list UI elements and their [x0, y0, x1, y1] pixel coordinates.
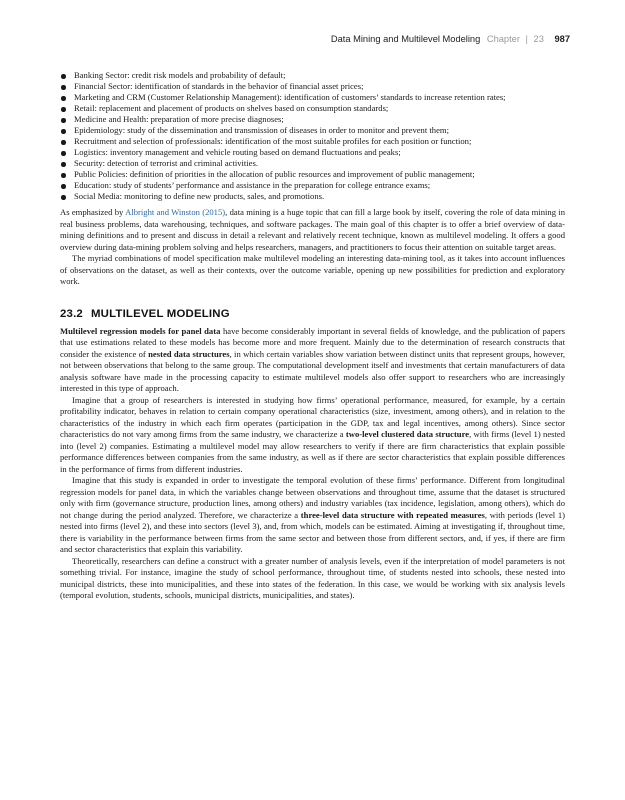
section-heading — [60, 308, 565, 320]
list-item: Security: detection of terrorist and criminal activities. — [60, 158, 565, 169]
intro-paragraph-1: As emphasized by Albright and Winston (2015), data mining is a huge topic that can fill a large book by itself, covering the role of data mining in real business problems, data warehousing, techniques, and software packages. The main goal of this chapter is to offer a brief overview of data-mining definitions and to present and discuss in detail a relevant and relatively recent technique, known as multilevel modeling. It offers a good overview during data-mining problem solving and helps researchers, managers, and practitioners to focus their attention on suitable target areas. — [60, 207, 565, 252]
list-item: Logistics: inventory management and vehicle routing based on demand fluctuations and peaks; — [60, 147, 565, 158]
header-separator: | — [525, 34, 528, 44]
bullet-icon — [61, 162, 66, 167]
running-title: Data Mining and Multilevel Modeling — [330, 34, 481, 44]
list-item: Medicine and Health: preparation of more precise diagnoses; — [60, 114, 565, 125]
bullet-icon — [61, 195, 66, 200]
list-item: Banking Sector: credit risk models and probability of default; — [60, 70, 565, 81]
list-item: Public Policies: definition of priorities in the allocation of public resources and improvement of public management; — [60, 169, 565, 180]
list-item: Education: study of students’ performance and assistance in the preparation for college entrance exams; — [60, 180, 565, 191]
bullet-icon — [61, 107, 66, 112]
running-header — [331, 34, 570, 44]
bullet-icon — [61, 173, 66, 178]
intro-paragraph-2: The myriad combinations of model specification make multilevel modeling an interesting data-mining tool, as it takes into account influences of observations on the dataset, as well as their contexts, over the outcome variable, opening up new possibilities for prediction and exploratory work. — [60, 253, 565, 286]
citation-link[interactable]: Albright and Winston (2015) — [125, 207, 226, 217]
list-item: Retail: replacement and placement of products on shelves based on consumption standards; — [60, 103, 565, 114]
list-item: Epidemiology: study of the dissemination and transmission of diseases in order to monitor and prevent them; — [60, 125, 565, 136]
bullet-icon — [61, 140, 66, 145]
bullet-icon — [61, 184, 66, 189]
bullet-list — [60, 70, 565, 202]
bullet-icon — [61, 96, 66, 101]
section-paragraph-2: Imagine that a group of researchers is interested in studying how firms’ operational performance, measured, for example, by a certain profitability indicator, behaves in relation to certain company operational characteristics (size, investment, among others), and in relation to the characteristics of the industry in which each firm operates (participation in the GDP, tax and legal incentives, among others). Since sector characteristics do not vary among firms from the same industry, we characterize a two-level clustered data structure, with firms (level 1) nested into (level 2) companies. Estimating a multilevel model may allow researchers to verify if there are firm characteristics that explain possible performance differences between companies from the same industry, as well as if there are sector characteristics that explain possible differences in the performance of firms from different industries. — [60, 394, 565, 474]
chapter-label: Chapter — [486, 34, 520, 44]
bullet-icon — [61, 151, 66, 156]
bullet-icon — [61, 74, 66, 79]
section-paragraph-3: Imagine that this study is expanded in order to investigate the temporal evolution of these firms’ performance. Different from longitudinal regression models for panel data, in which the variables change between observations and throughout time, assume that the dataset is structured only with firm (governance structure, production lines, among others) and industry variables (tax incidence, legislation, among others), which do not change during the period analyzed. Therefore, we characterize a three-level data structure with repeated measures, with periods (level 1) nested into firms (level 2), and these into sectors (level 3), and, from which, models can be estimated. Aiming at investigating if, throughout time, there is variability in the performance between firms from the same sector and between those from different sectors, and, if yes, if there are firm and sector characteristics that explain this variability. — [60, 475, 566, 554]
list-item: Social Media: monitoring to define new products, sales, and promotions. — [60, 191, 565, 202]
section-title: MULTILEVEL MODELING — [90, 307, 230, 320]
list-item: Recruitment and selection of professionals: identification of the most suitable profiles for each position or function; — [60, 136, 565, 147]
page-body — [60, 70, 565, 602]
bullet-icon — [61, 118, 66, 123]
list-item: Marketing and CRM (Customer Relationship Management): identification of customers’ standards to increase retention rates; — [60, 92, 565, 103]
section-number: 23.2 — [60, 307, 83, 320]
bullet-icon — [61, 129, 66, 134]
list-item: Financial Sector: identification of standards in the behavior of financial asset prices; — [60, 81, 565, 92]
section-paragraph-4: Theoretically, researchers can define a construct with a greater number of analysis levels, even if the interpretation of model parameters is not something trivial. For instance, imagine the study of school performance, throughout time, of students nested into schools, these nested into municipal districts, these into municipalities, and these into states of the federation. In this case, we would be working with six analysis levels (temporal evolution, students, schools, municipal districts, municipalities, and states). — [60, 555, 565, 600]
chapter-number: 23 — [533, 34, 544, 44]
bullet-icon — [61, 85, 66, 90]
page-number: 987 — [554, 34, 570, 44]
section-paragraph-1: Multilevel regression models for panel data have become considerably important in several fields of knowledge, and the publication of papers that use estimations related to these models has become more and more frequent. Mainly due to the determination of research constructs that consider the existence of nested data structures, in which certain variables show variation between distinct units that represent groups, however, not between observations that belong to the same group. The computational development itself and investments that certain manufacturers of data analysis software have made in the processing capacity to estimate multilevel models also offer support to researchers who are increasingly interested in this type of approach. — [60, 325, 565, 393]
